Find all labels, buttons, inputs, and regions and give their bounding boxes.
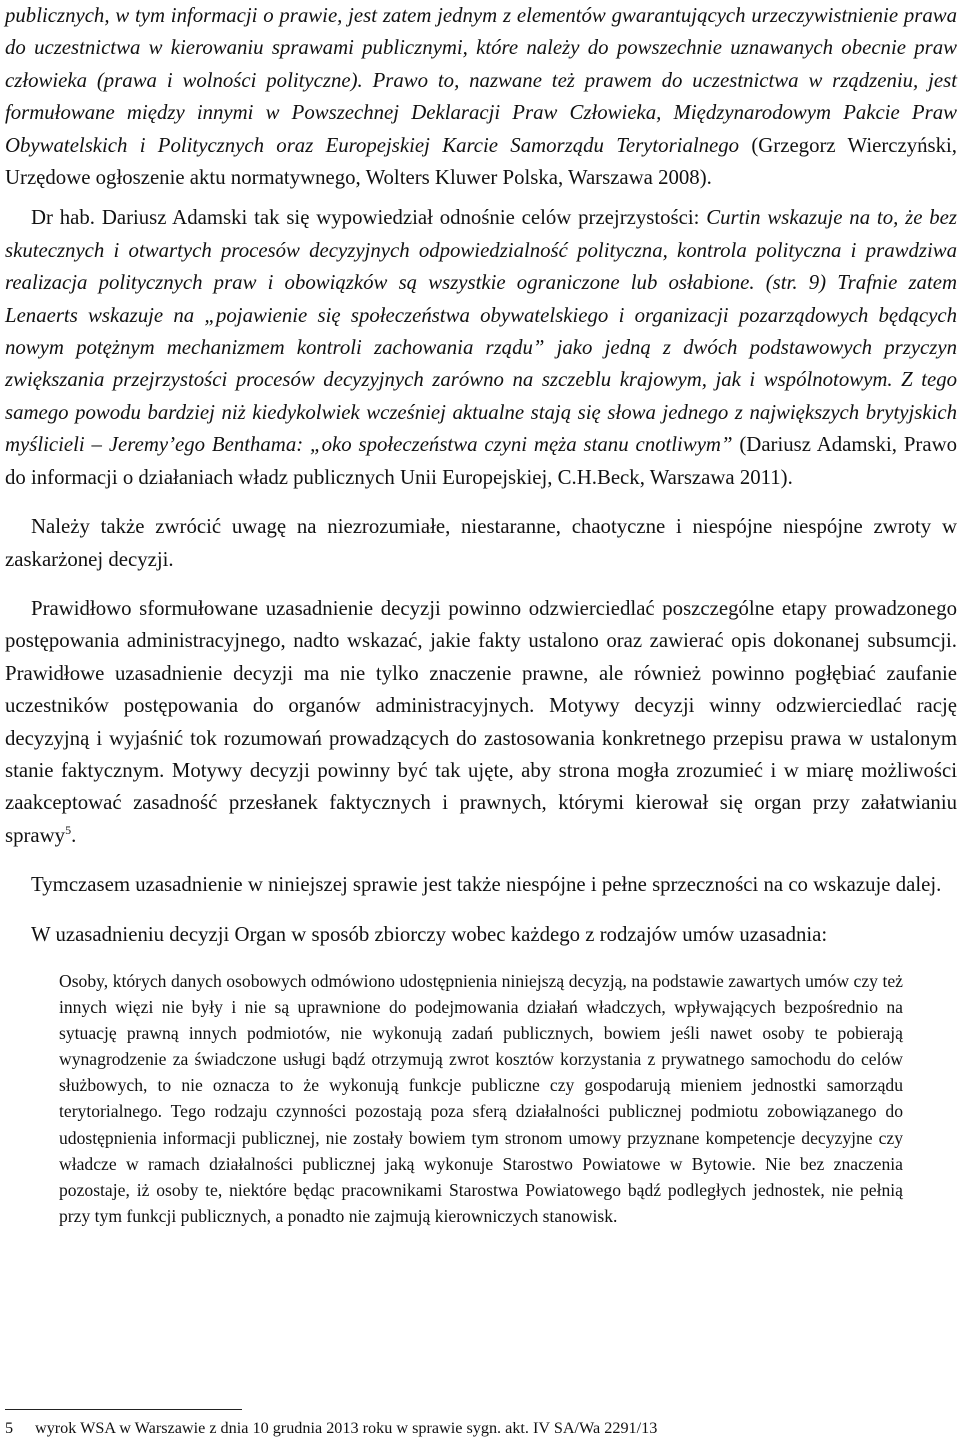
footnote-reference[interactable]: 5 xyxy=(65,822,72,837)
footnote-number: 5 xyxy=(5,1419,14,1437)
footnote xyxy=(5,1417,957,1439)
paragraph-5: Tymczasem uzasadnienie w niniejszej sprawie jest także niespójne i pełne sprzeczności na co wskazuje dalej. xyxy=(31,873,942,897)
paragraph-2 xyxy=(5,202,957,494)
paragraph-6: W uzasadnieniu decyzji Organ w sposób zbiorczy wobec każdego z rodzajów umów uzasadnia: xyxy=(31,922,828,946)
paragraph-4-end: . xyxy=(71,823,77,847)
paragraph-2-lead: Dr hab. Dariusz Adamski tak się wypowiedział odnośnie celów przejrzystości: xyxy=(31,206,707,230)
paragraph-4 xyxy=(5,593,957,852)
block-quote: Osoby, których danych osobowych odmówiono udostępnienia niniejszą decyzją, na podstawie zawartych umów czy też innych więzi nie były i nie są uprawnione do podejmowania działań władczych, wpływających bezpośrednio na sytuację prawną innych podmiotów, nie wykonują zadań publicznych, bowiem jeśli nawet osoby te pobierają wynagrodzenie za świadczone usługi bądź otrzymują zwrot kosztów korzystania z prywatnego samochodu do celów służbowych, to nie oznacza to że wykonują funkcje publiczne czy gospodarują mieniem jednostki samorządu terytorialnego. Tego rodzaju czynności pozostają poza sferą działalności publicznej podmiotu zobowiązanego do udostępnienia informacji publicznej, nie zostały bowiem tym stronom umowy przyznane kompetencje decyzyjne czy władcze w ramach działalności publicznej jaką wykonuje Starostwo Powiatowe w Bytowie. Nie bez znaczenia pozostaje, iż osoby te, niektóre będąc pracownikami Starostwa Powiatowego bądź podległych jednostek, nie pełnią przy tym funkcji publicznych, a ponadto nie zajmują kierowniczych stanowisk. xyxy=(59,970,903,1226)
paragraph-1-italic: publicznych, w tym informacji o prawie, jest zatem jednym z elementów gwarantujących urzeczywistnienie prawa do uczestnictwa w kierowaniu sprawami publicznymi, które należy do powszechnie uznawanych obecnie praw człowieka (prawa i wolności polityczne). Prawo to, nazwane też prawem do uczestnictwa w rządzeniu, jest formułowane między innymi w Powszechnej Deklaracji Praw Człowieka, Międzynarodowym Pakcie Praw Obywatelskich i Politycznych oraz Europejskiej Karcie Samorządu Terytorialnego xyxy=(5,4,957,157)
paragraph-1-citation: (Grzegorz Wierczyński, Urzędowe ogłoszenie aktu normatywnego, Wolters Kluwer Polska, Warszawa 2008). xyxy=(5,133,957,190)
paragraph-4-text: Prawidłowo sformułowane uzasadnienie decyzji powinno odzwierciedlać poszczególne etapy prowadzonego postępowania administracyjnego, nadto wskazać, jakie fakty ustalono oraz zawierać opis dokonanej subsumcji. Prawidłowe uzasadnienie decyzji ma nie tylko znaczenie prawne, ale również powinno pogłębiać zaufanie uczestników postępowania do organów administracyjnych. Motywy decyzji winny odzwierciedlać rację decyzyjną i wyjaśnić tok rozumowań prowadzących do zastosowania konkretnego przepisu prawa w ustalonym stanie faktycznym. Motywy decyzji powinny być tak ujęte, aby strona mogła zrozumieć i w miarę możliwości zaakceptować zasadność przesłanek faktycznych i prawnych, którymi kierował się organ przy załatwianiu sprawy xyxy=(5,596,957,847)
paragraph-2-italic: Curtin wskazuje na to, że bez skutecznych i otwartych procesów decyzyjnych odpowiedzialność polityczna, kontrola polityczna i prawdziwa realizacja politycznych praw i obowiązków są wszystkie ograniczone lub osłabione. (str. 9) Trafnie zatem Lenaerts wskazuje na „pojawienie się społeczeństwa obywatelskiego i organizacji pozarządowych będących nowym potężnym mechanizmem kontroli zachowania rządu” jako jedną z dwóch podstawowych przyczyn zwiększania przejrzystości procesów decyzyjnych zarówno na szczeblu krajowym, jak i wspólnotowym. Z tego samego powodu bardziej niż kiedykolwiek wcześniej aktualne stają się słowa jednego z największych brytyjskich myślicieli – Jeremy’ego Benthama: „oko społeczeństwa czyni męża stanu cnotliwym” xyxy=(5,206,957,457)
footnote-separator xyxy=(5,1409,242,1410)
footnote-text: wyrok WSA w Warszawie z dnia 10 grudnia 2013 roku w sprawie sygn. akt. IV SA/Wa 2291/13 xyxy=(35,1419,658,1437)
paragraph-3: Należy także zwrócić uwagę na niezrozumiałe, niestaranne, chaotyczne i niespójne niespójne zwroty w zaskarżonej decyzji. xyxy=(5,515,957,571)
paragraph-1 xyxy=(5,0,957,194)
paragraph-2-citation: (Dariusz Adamski, Prawo do informacji o działaniach władz publicznych Unii Europejskiej, C.H.Beck, Warszawa 2011). xyxy=(5,433,957,489)
document-page xyxy=(5,0,957,1437)
